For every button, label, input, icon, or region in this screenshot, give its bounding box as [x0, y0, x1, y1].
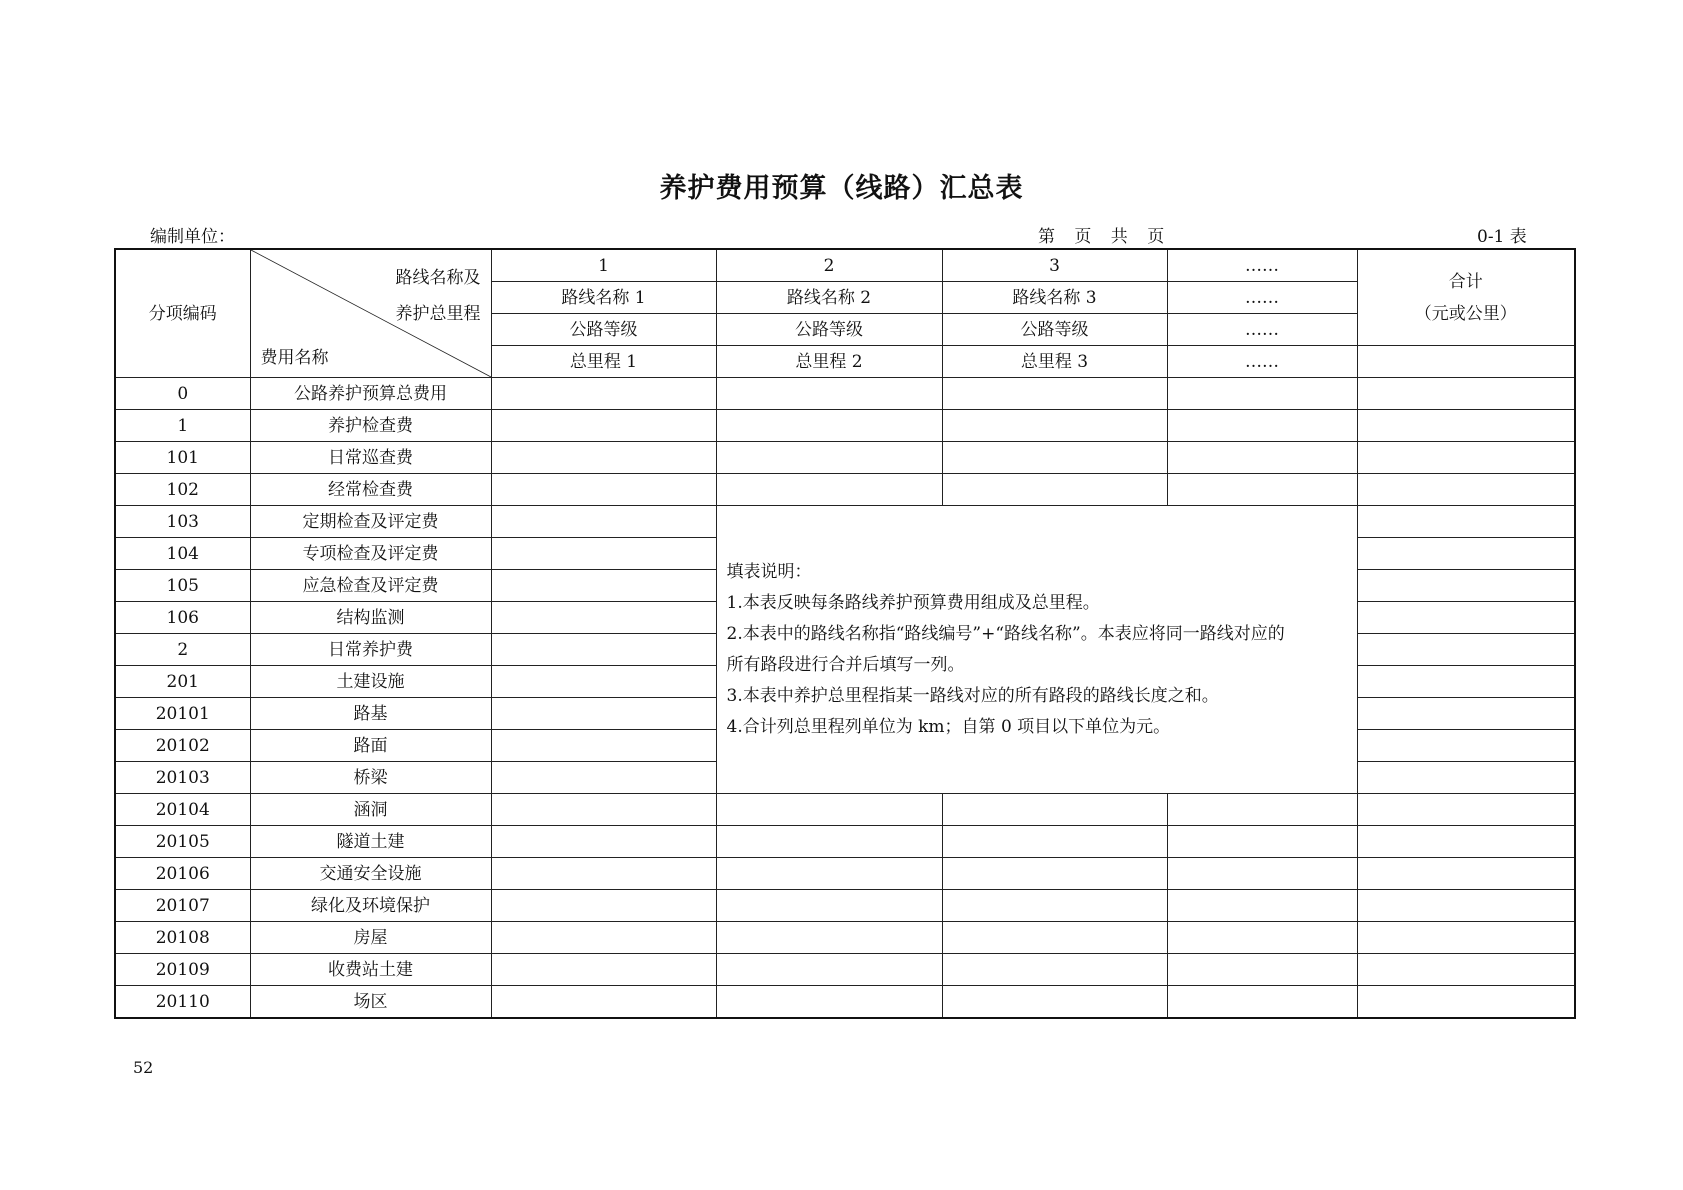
- route-1-value: [491, 634, 716, 666]
- total-value: [1357, 762, 1575, 794]
- total-mileage-3: 总里程 3: [942, 346, 1167, 378]
- cost-name: 路面: [250, 730, 491, 762]
- route-name-3: 路线名称 3: [942, 282, 1167, 314]
- cost-name: 结构监测: [250, 602, 491, 634]
- route-number-3: 3: [942, 249, 1167, 282]
- total-value: [1357, 986, 1575, 1019]
- item-code: 20104: [115, 794, 250, 826]
- item-code: 103: [115, 506, 250, 538]
- route-2-value: [716, 922, 942, 954]
- table-row: [115, 410, 1575, 442]
- route-2-value: [716, 474, 942, 506]
- total-value: [1357, 442, 1575, 474]
- route-2-value: [716, 442, 942, 474]
- page-number: 52: [133, 1058, 154, 1077]
- total-mileage-sum: [1357, 346, 1575, 378]
- cost-name: 桥梁: [250, 762, 491, 794]
- total-value: [1357, 954, 1575, 986]
- cost-name: 收费站土建: [250, 954, 491, 986]
- total-value: [1357, 378, 1575, 410]
- route-1-value: [491, 506, 716, 538]
- route-3-value: [942, 474, 1167, 506]
- route-name-header-text: 路线名称及: [395, 268, 481, 288]
- cost-name: 房屋: [250, 922, 491, 954]
- item-code: 20101: [115, 698, 250, 730]
- route-more-value: [1167, 442, 1357, 474]
- total-value: [1357, 634, 1575, 666]
- item-code: 20106: [115, 858, 250, 890]
- road-grade-3: 公路等级: [942, 314, 1167, 346]
- route-2-value: [716, 890, 942, 922]
- cost-name: 场区: [250, 986, 491, 1019]
- route-2-value: [716, 826, 942, 858]
- page-count-label: 第 页 共 页: [1038, 227, 1165, 247]
- cost-name: 定期检查及评定费: [250, 506, 491, 538]
- route-1-value: [491, 794, 716, 826]
- cost-name: 日常巡查费: [250, 442, 491, 474]
- total-value: [1357, 410, 1575, 442]
- total-value: [1357, 698, 1575, 730]
- route-more-value: [1167, 794, 1357, 826]
- budget-summary-table: [114, 248, 1576, 1019]
- route-1-value: [491, 954, 716, 986]
- route-name-2: 路线名称 2: [716, 282, 942, 314]
- route-1-value: [491, 698, 716, 730]
- route-1-value: [491, 666, 716, 698]
- route-1-value: [491, 538, 716, 570]
- total-mileage-more: ……: [1167, 346, 1357, 378]
- instruction-line4: 3.本表中养护总里程指某一路线对应的所有路段的路线长度之和。: [726, 685, 1219, 706]
- cost-name: 涵洞: [250, 794, 491, 826]
- route-1-value: [491, 890, 716, 922]
- total-value: [1357, 922, 1575, 954]
- item-code: 102: [115, 474, 250, 506]
- route-more-value: [1167, 410, 1357, 442]
- item-code: 1: [115, 410, 250, 442]
- route-more-value: [1167, 826, 1357, 858]
- route-number-2: 2: [716, 249, 942, 282]
- route-more-value: [1167, 954, 1357, 986]
- total-value: [1357, 538, 1575, 570]
- route-name-1: 路线名称 1: [491, 282, 716, 314]
- cost-name: 养护检查费: [250, 410, 491, 442]
- route-name-more: ……: [1167, 282, 1357, 314]
- route-3-value: [942, 954, 1167, 986]
- total-mileage-header-text: 养护总里程: [395, 304, 481, 324]
- item-code: 201: [115, 666, 250, 698]
- item-code: 20107: [115, 890, 250, 922]
- cost-name: 应急检查及评定费: [250, 570, 491, 602]
- cost-name: 绿化及环境保护: [250, 890, 491, 922]
- page-title: 养护费用预算（线路）汇总表: [659, 173, 1024, 204]
- item-code: 0: [115, 378, 250, 410]
- item-code: 20109: [115, 954, 250, 986]
- instruction-line1: 1.本表反映每条路线养护预算费用组成及总里程。: [726, 592, 1100, 613]
- cost-name-header: 费用名称: [260, 348, 329, 368]
- route-more-value: [1167, 858, 1357, 890]
- cost-name: 土建设施: [250, 666, 491, 698]
- form-number-label: 0-1 表: [1477, 227, 1527, 247]
- route-2-value: [716, 378, 942, 410]
- total-header: [1357, 249, 1575, 346]
- route-1-value: [491, 602, 716, 634]
- item-code: 106: [115, 602, 250, 634]
- route-3-value: [942, 794, 1167, 826]
- route-2-value: [716, 410, 942, 442]
- total-value: [1357, 506, 1575, 538]
- table-row: [115, 826, 1575, 858]
- route-3-value: [942, 442, 1167, 474]
- table-row: [115, 794, 1575, 826]
- route-more-value: [1167, 922, 1357, 954]
- route-1-value: [491, 570, 716, 602]
- route-number-1: 1: [491, 249, 716, 282]
- total-value: [1357, 794, 1575, 826]
- cost-name: 日常养护费: [250, 634, 491, 666]
- item-code: 20102: [115, 730, 250, 762]
- total-header-label: 合计: [1448, 271, 1483, 292]
- item-code: 20108: [115, 922, 250, 954]
- road-grade-2: 公路等级: [716, 314, 942, 346]
- total-header-unit: （元或公里）: [1414, 303, 1517, 324]
- route-1-value: [491, 442, 716, 474]
- route-3-value: [942, 986, 1167, 1019]
- code-header: 分项编码: [115, 249, 250, 378]
- item-code: 20103: [115, 762, 250, 794]
- route-2-value: [716, 954, 942, 986]
- route-1-value: [491, 410, 716, 442]
- route-3-value: [942, 826, 1167, 858]
- cost-name: 交通安全设施: [250, 858, 491, 890]
- route-more-value: [1167, 890, 1357, 922]
- table-row: [115, 858, 1575, 890]
- route-3-value: [942, 410, 1167, 442]
- route-number-more: ……: [1167, 249, 1357, 282]
- table-row: [115, 986, 1575, 1019]
- total-value: [1357, 890, 1575, 922]
- total-mileage-1: 总里程 1: [491, 346, 716, 378]
- compiling-unit-label: 编制单位：: [150, 227, 235, 247]
- item-code: 104: [115, 538, 250, 570]
- instruction-line2: 2.本表中的路线名称指“路线编号”+“路线名称”。本表应将同一路线对应的: [726, 623, 1285, 644]
- route-1-value: [491, 826, 716, 858]
- item-code: 2: [115, 634, 250, 666]
- total-value: [1357, 826, 1575, 858]
- route-mileage-header: [396, 260, 481, 332]
- route-1-value: [491, 474, 716, 506]
- route-1-value: [491, 762, 716, 794]
- cost-name: 经常检查费: [250, 474, 491, 506]
- instruction-heading: 填表说明：: [726, 561, 812, 582]
- route-more-value: [1167, 378, 1357, 410]
- total-value: [1357, 602, 1575, 634]
- instruction-line3: 所有路段进行合并后填写一列。: [726, 654, 965, 675]
- route-3-value: [942, 922, 1167, 954]
- table-row: [115, 442, 1575, 474]
- filling-instructions: [716, 506, 1357, 794]
- total-mileage-2: 总里程 2: [716, 346, 942, 378]
- route-1-value: [491, 730, 716, 762]
- route-more-value: [1167, 474, 1357, 506]
- table-row: [115, 954, 1575, 986]
- total-value: [1357, 858, 1575, 890]
- cost-name: 专项检查及评定费: [250, 538, 491, 570]
- route-1-value: [491, 858, 716, 890]
- route-3-value: [942, 378, 1167, 410]
- instruction-line5: 4.合计列总里程列单位为 km；自第 0 项目以下单位为元。: [726, 716, 1171, 737]
- item-code: 20110: [115, 986, 250, 1019]
- total-value: [1357, 474, 1575, 506]
- total-value: [1357, 730, 1575, 762]
- route-3-value: [942, 890, 1167, 922]
- route-1-value: [491, 922, 716, 954]
- route-more-value: [1167, 986, 1357, 1019]
- table-row: [115, 922, 1575, 954]
- route-1-value: [491, 378, 716, 410]
- cost-name: 公路养护预算总费用: [250, 378, 491, 410]
- route-2-value: [716, 858, 942, 890]
- table-row: [115, 890, 1575, 922]
- table-row: [115, 474, 1575, 506]
- item-code: 105: [115, 570, 250, 602]
- item-code: 101: [115, 442, 250, 474]
- route-2-value: [716, 986, 942, 1019]
- road-grade-more: ……: [1167, 314, 1357, 346]
- route-3-value: [942, 858, 1167, 890]
- diagonal-header-cell: [250, 249, 491, 378]
- table-row: [115, 506, 1575, 538]
- item-code: 20105: [115, 826, 250, 858]
- route-2-value: [716, 794, 942, 826]
- road-grade-1: 公路等级: [491, 314, 716, 346]
- total-value: [1357, 666, 1575, 698]
- cost-name: 隧道土建: [250, 826, 491, 858]
- total-value: [1357, 570, 1575, 602]
- table-row: [115, 378, 1575, 410]
- route-1-value: [491, 986, 716, 1019]
- cost-name: 路基: [250, 698, 491, 730]
